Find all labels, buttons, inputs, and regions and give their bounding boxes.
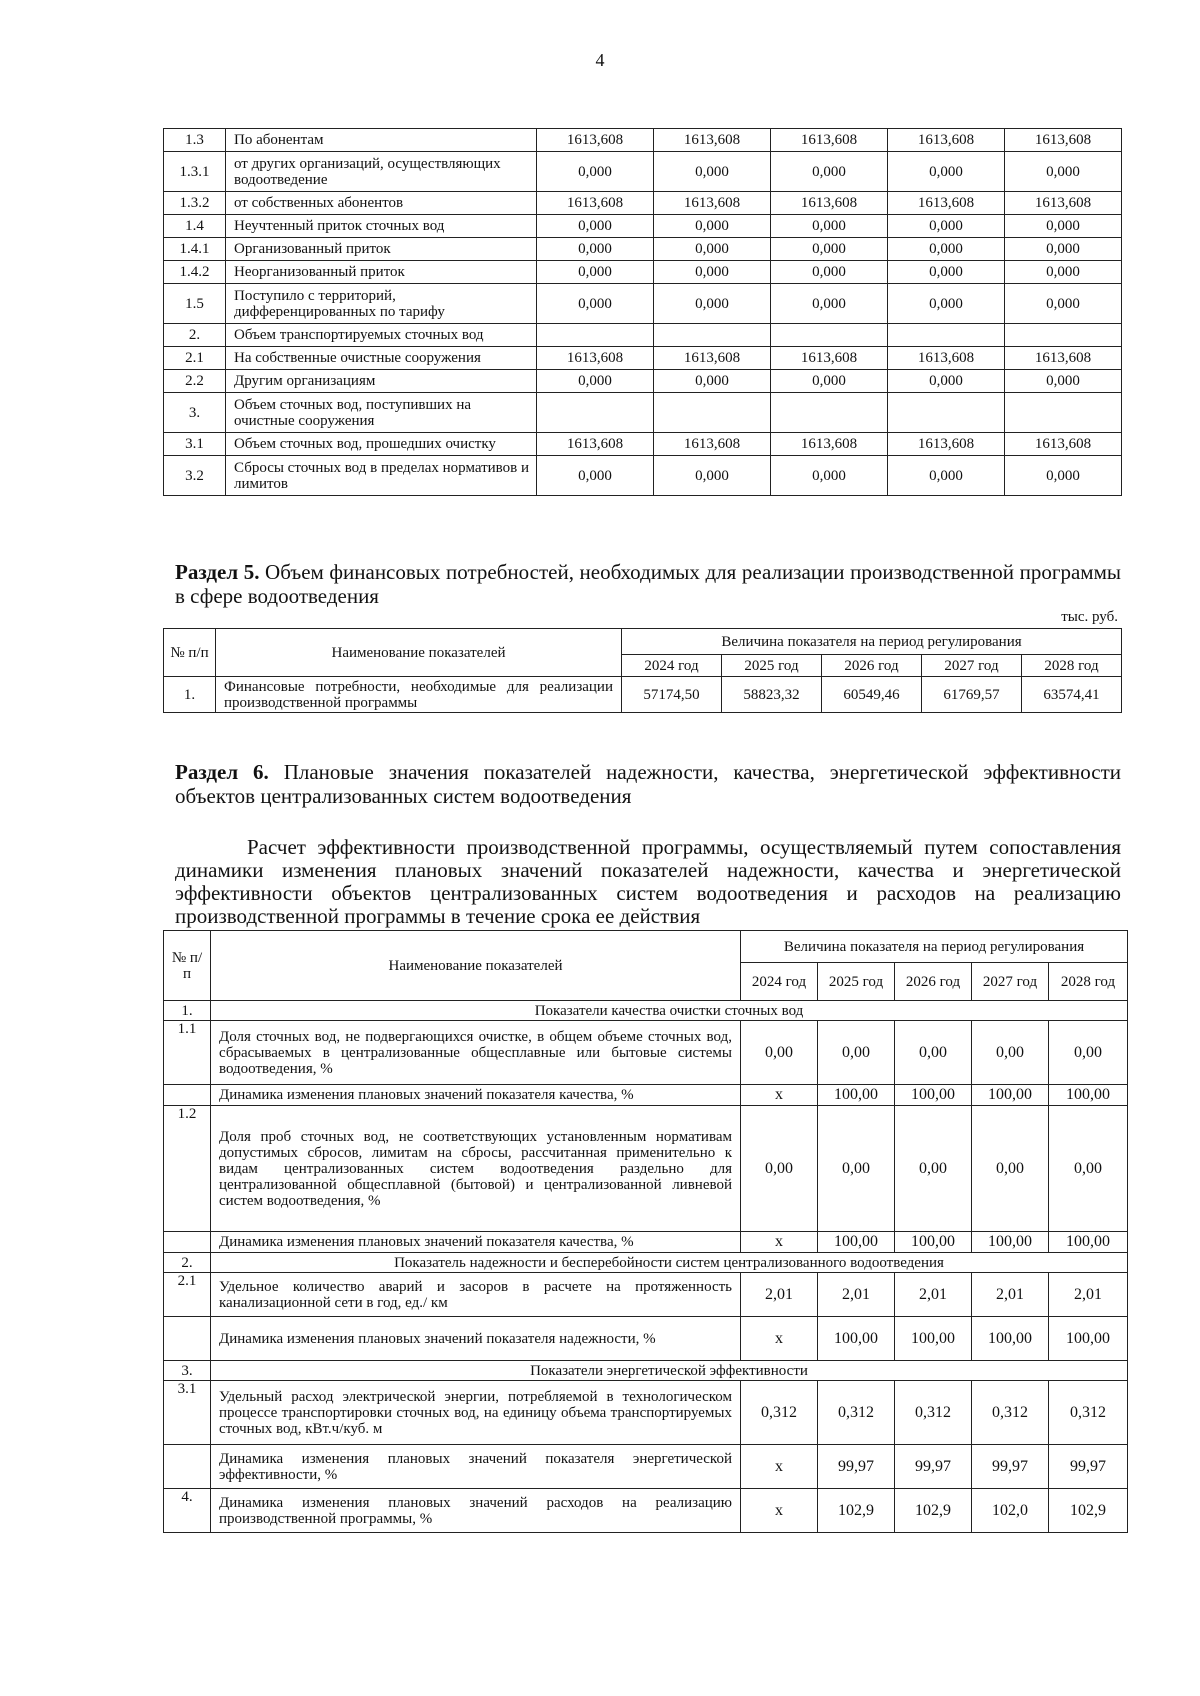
row-num: 4.: [164, 1489, 211, 1533]
row-value: 2,01: [1049, 1273, 1128, 1317]
section-5-heading: [175, 560, 1121, 608]
header-name: Наименование показателей: [216, 629, 622, 677]
section-5-label: Раздел 5.: [175, 560, 260, 584]
row-value: 0,000: [771, 238, 888, 261]
table-row: [164, 1106, 1128, 1232]
row-value: 99,97: [895, 1445, 972, 1489]
row-value: 1613,608: [1005, 347, 1122, 370]
table-row: [164, 393, 1122, 433]
row-value: [537, 324, 654, 347]
row-num: 1.3.1: [164, 152, 226, 192]
row-value: 100,00: [1049, 1317, 1128, 1361]
row-value: х: [741, 1232, 818, 1253]
row-value: 0,312: [1049, 1381, 1128, 1445]
row-value: 0,000: [888, 370, 1005, 393]
row-name: Объем сточных вод, прошедших очистку: [226, 433, 537, 456]
header-year: 2027 год: [972, 963, 1049, 1001]
row-value: 1613,608: [654, 192, 771, 215]
row-value: 0,000: [888, 152, 1005, 192]
row-value: [537, 393, 654, 433]
row-value: 1613,608: [888, 433, 1005, 456]
row-value: 1613,608: [654, 433, 771, 456]
table-row: [164, 129, 1122, 152]
table-row: [164, 1317, 1128, 1361]
table-row: [164, 1085, 1128, 1106]
row-value: 1613,608: [771, 347, 888, 370]
row-value: 1613,608: [1005, 129, 1122, 152]
row-num: 1.4: [164, 215, 226, 238]
row-value: 0,00: [1049, 1106, 1128, 1232]
row-value: 0,000: [537, 238, 654, 261]
row-value: [771, 393, 888, 433]
row-num: [164, 1232, 211, 1253]
page-number: 4: [595, 50, 605, 70]
row-name: Динамика изменения плановых значений расходов на реализацию производственной программы, %: [211, 1489, 741, 1533]
row-num: 1.3.2: [164, 192, 226, 215]
header-year: 2026 год: [822, 655, 922, 677]
row-value: [888, 324, 1005, 347]
row-num: [164, 1085, 211, 1106]
row-value: 2,01: [895, 1273, 972, 1317]
row-value: 0,000: [654, 261, 771, 284]
row-name: Объем сточных вод, поступивших на очистные сооружения: [226, 393, 537, 433]
row-value: 100,00: [895, 1085, 972, 1106]
table-row: [164, 1232, 1128, 1253]
row-value: 100,00: [818, 1085, 895, 1106]
group-num: 3.: [164, 1361, 211, 1381]
row-name: Доля проб сточных вод, не соответствующих установленным нормативам допустимых сбросов, лимитам на сбросы, рассчитанная применительно к видам централизованных систем водоотведения раздельно для централизованной общесплавной (бытовой) и централизованной ливневой систем водоотведения, %: [211, 1106, 741, 1232]
row-value: 0,312: [818, 1381, 895, 1445]
header-year: 2028 год: [1022, 655, 1122, 677]
section-6-heading: [175, 760, 1121, 808]
header-year: 2024 год: [622, 655, 722, 677]
row-name: Организованный приток: [226, 238, 537, 261]
row-value: 2,01: [818, 1273, 895, 1317]
table-row: [164, 1445, 1128, 1489]
row-num: 1.5: [164, 284, 226, 324]
row-value: [654, 324, 771, 347]
section-6-label: Раздел 6.: [175, 760, 269, 784]
row-num: 3.2: [164, 456, 226, 496]
row-value: 0,312: [972, 1381, 1049, 1445]
row-value: 1613,608: [537, 129, 654, 152]
table-row: [164, 152, 1122, 192]
row-value: 2,01: [741, 1273, 818, 1317]
row-num: [164, 1445, 211, 1489]
row-value: 0,00: [818, 1106, 895, 1232]
row-value: 0,000: [537, 152, 654, 192]
row-num: 1.1: [164, 1021, 211, 1085]
row-value: х: [741, 1489, 818, 1533]
row-value: 100,00: [895, 1317, 972, 1361]
row-value: 100,00: [895, 1232, 972, 1253]
row-value: 1613,608: [888, 129, 1005, 152]
table-row: [164, 433, 1122, 456]
header-name: Наименование показателей: [211, 931, 741, 1001]
row-value: 1613,608: [771, 192, 888, 215]
row-value: 0,000: [1005, 456, 1122, 496]
row-value: 1613,608: [771, 433, 888, 456]
row-num: 2.2: [164, 370, 226, 393]
header-year: 2028 год: [1049, 963, 1128, 1001]
row-num: 1.: [164, 677, 216, 713]
row-value: х: [741, 1317, 818, 1361]
row-value: 100,00: [972, 1085, 1049, 1106]
row-value: 1613,608: [1005, 433, 1122, 456]
row-value: 1613,608: [654, 129, 771, 152]
row-name: Удельный расход электрической энергии, потребляемой в технологическом процессе транспортировки сточных вод, на единицу объема транспортируемых сточных вод, кВт.ч/куб. м: [211, 1381, 741, 1445]
row-num: 1.2: [164, 1106, 211, 1232]
row-num: 3.: [164, 393, 226, 433]
row-value: 1613,608: [888, 347, 1005, 370]
row-value: 0,00: [1049, 1021, 1128, 1085]
row-name: Динамика изменения плановых значений показателя качества, %: [211, 1232, 741, 1253]
row-value: 1613,608: [771, 129, 888, 152]
table-row: [164, 261, 1122, 284]
row-name: Динамика изменения плановых значений показателя энергетической эффективности, %: [211, 1445, 741, 1489]
row-value: 0,000: [654, 370, 771, 393]
row-value: 0,000: [771, 370, 888, 393]
row-value: 0,000: [1005, 261, 1122, 284]
row-value: 0,000: [1005, 284, 1122, 324]
table-row: [164, 1273, 1128, 1317]
row-name: Другим организациям: [226, 370, 537, 393]
row-name: Объем транспортируемых сточных вод: [226, 324, 537, 347]
row-num: [164, 1317, 211, 1361]
row-name: Неучтенный приток сточных вод: [226, 215, 537, 238]
row-name: от других организаций, осуществляющих водоотведение: [226, 152, 537, 192]
row-value: 0,000: [537, 284, 654, 324]
row-value: 0,000: [654, 238, 771, 261]
header-period: Величина показателя на период регулирования: [622, 629, 1122, 655]
row-value: 0,00: [741, 1021, 818, 1085]
row-num: 2.: [164, 324, 226, 347]
row-value: 102,9: [895, 1489, 972, 1533]
table-row: [164, 456, 1122, 496]
header-period: Величина показателя на период регулирования: [741, 931, 1128, 963]
group-num: 2.: [164, 1253, 211, 1273]
row-num: 3.1: [164, 433, 226, 456]
row-value: 1613,608: [1005, 192, 1122, 215]
header-year: 2025 год: [722, 655, 822, 677]
row-name: На собственные очистные сооружения: [226, 347, 537, 370]
table-row: [164, 347, 1122, 370]
wastewater-volume-table: [163, 128, 1122, 496]
row-value: 100,00: [818, 1317, 895, 1361]
row-value: [1005, 324, 1122, 347]
row-value: 0,00: [741, 1106, 818, 1232]
row-value: 0,00: [972, 1106, 1049, 1232]
row-num: 1.4.1: [164, 238, 226, 261]
row-value: 0,000: [1005, 370, 1122, 393]
row-value: 1613,608: [888, 192, 1005, 215]
row-value: 100,00: [1049, 1085, 1128, 1106]
row-name: Поступило с территорий, дифференцированных по тарифу: [226, 284, 537, 324]
row-name: Доля сточных вод, не подвергающихся очистке, в общем объеме сточных вод, сбрасываемых в централизованные общесплавные или бытовые системы водоотведения, %: [211, 1021, 741, 1085]
row-value: х: [741, 1085, 818, 1106]
row-value: 58823,32: [722, 677, 822, 713]
row-value: 1613,608: [537, 192, 654, 215]
table-row: [164, 238, 1122, 261]
row-value: 0,000: [1005, 215, 1122, 238]
row-value: 1613,608: [654, 347, 771, 370]
row-value: 100,00: [972, 1317, 1049, 1361]
header-year: 2027 год: [922, 655, 1022, 677]
financial-needs-table: [163, 628, 1122, 713]
row-value: 0,000: [771, 215, 888, 238]
group-title: Показатель надежности и бесперебойности систем централизованного водоотведения: [211, 1253, 1128, 1273]
row-name: По абонентам: [226, 129, 537, 152]
row-value: 63574,41: [1022, 677, 1122, 713]
row-value: 0,000: [1005, 238, 1122, 261]
row-value: 0,000: [771, 152, 888, 192]
row-value: 100,00: [818, 1232, 895, 1253]
row-value: 0,000: [888, 261, 1005, 284]
row-value: [771, 324, 888, 347]
row-name: Неорганизованный приток: [226, 261, 537, 284]
row-value: 0,000: [537, 261, 654, 284]
row-value: 0,000: [771, 284, 888, 324]
section-6-paragraph: Расчет эффективности производственной программы, осуществляемый путем сопоставления динамики изменения плановых значений показателей надежности, качества и энергетической эффективности объектов централизованных систем водоотведения и расходов на реализацию производственной программы в течение срока ее действия: [175, 835, 1121, 928]
row-value: 0,000: [771, 456, 888, 496]
row-name: Динамика изменения плановых значений показателя качества, %: [211, 1085, 741, 1106]
row-name: Динамика изменения плановых значений показателя надежности, %: [211, 1317, 741, 1361]
row-value: [888, 393, 1005, 433]
table-row: [164, 1381, 1128, 1445]
row-value: 102,9: [1049, 1489, 1128, 1533]
row-num: 2.1: [164, 347, 226, 370]
section-5-title: Объем финансовых потребностей, необходимых для реализации производственной программы в сфере водоотведения: [175, 560, 1121, 608]
row-value: 0,000: [654, 456, 771, 496]
table-row: [164, 1021, 1128, 1085]
row-value: 0,000: [537, 456, 654, 496]
table-row: [164, 1489, 1128, 1533]
header-num: № п/п: [164, 931, 211, 1001]
row-value: 0,000: [654, 152, 771, 192]
row-value: 0,312: [741, 1381, 818, 1445]
header-year: 2026 год: [895, 963, 972, 1001]
row-value: 102,9: [818, 1489, 895, 1533]
row-value: 0,00: [895, 1021, 972, 1085]
table-row: [164, 192, 1122, 215]
table-row: [164, 324, 1122, 347]
row-value: х: [741, 1445, 818, 1489]
row-value: 102,0: [972, 1489, 1049, 1533]
row-value: 99,97: [972, 1445, 1049, 1489]
header-year: 2024 год: [741, 963, 818, 1001]
indicators-table: [163, 930, 1128, 1533]
row-num: 1.4.2: [164, 261, 226, 284]
row-name: Удельное количество аварий и засоров в расчете на протяженность канализационной сети в год, ед./ км: [211, 1273, 741, 1317]
row-value: 1613,608: [537, 347, 654, 370]
row-value: 0,000: [654, 284, 771, 324]
row-name: Финансовые потребности, необходимые для реализации производственной программы: [216, 677, 622, 713]
row-value: 0,000: [888, 284, 1005, 324]
row-name: от собственных абонентов: [226, 192, 537, 215]
row-value: 60549,46: [822, 677, 922, 713]
row-value: 61769,57: [922, 677, 1022, 713]
row-value: [1005, 393, 1122, 433]
group-title: Показатели энергетической эффективности: [211, 1361, 1128, 1381]
header-num: № п/п: [164, 629, 216, 677]
row-value: 0,00: [818, 1021, 895, 1085]
table-row: [164, 284, 1122, 324]
header-year: 2025 год: [818, 963, 895, 1001]
row-value: 100,00: [972, 1232, 1049, 1253]
row-name: Сбросы сточных вод в пределах нормативов и лимитов: [226, 456, 537, 496]
row-value: 0,000: [1005, 152, 1122, 192]
row-value: 1613,608: [537, 433, 654, 456]
row-value: 0,000: [888, 238, 1005, 261]
group-num: 1.: [164, 1001, 211, 1021]
group-title: Показатели качества очистки сточных вод: [211, 1001, 1128, 1021]
row-num: 3.1: [164, 1381, 211, 1445]
row-value: 0,00: [895, 1106, 972, 1232]
row-value: 0,000: [537, 370, 654, 393]
row-value: [654, 393, 771, 433]
row-value: 57174,50: [622, 677, 722, 713]
section-6-title: Плановые значения показателей надежности, качества, энергетической эффективности объектов централизованных систем водоотведения: [175, 760, 1121, 808]
row-value: 0,000: [654, 215, 771, 238]
unit-label: тыс. руб.: [1061, 609, 1118, 625]
row-value: 2,01: [972, 1273, 1049, 1317]
row-value: 99,97: [818, 1445, 895, 1489]
table-row: [164, 215, 1122, 238]
row-num: 1.3: [164, 129, 226, 152]
row-value: 0,312: [895, 1381, 972, 1445]
row-value: 100,00: [1049, 1232, 1128, 1253]
row-value: 0,000: [537, 215, 654, 238]
row-value: 99,97: [1049, 1445, 1128, 1489]
row-value: 0,000: [771, 261, 888, 284]
table-row: [164, 370, 1122, 393]
row-num: 2.1: [164, 1273, 211, 1317]
row-value: 0,000: [888, 215, 1005, 238]
row-value: 0,000: [888, 456, 1005, 496]
row-value: 0,00: [972, 1021, 1049, 1085]
